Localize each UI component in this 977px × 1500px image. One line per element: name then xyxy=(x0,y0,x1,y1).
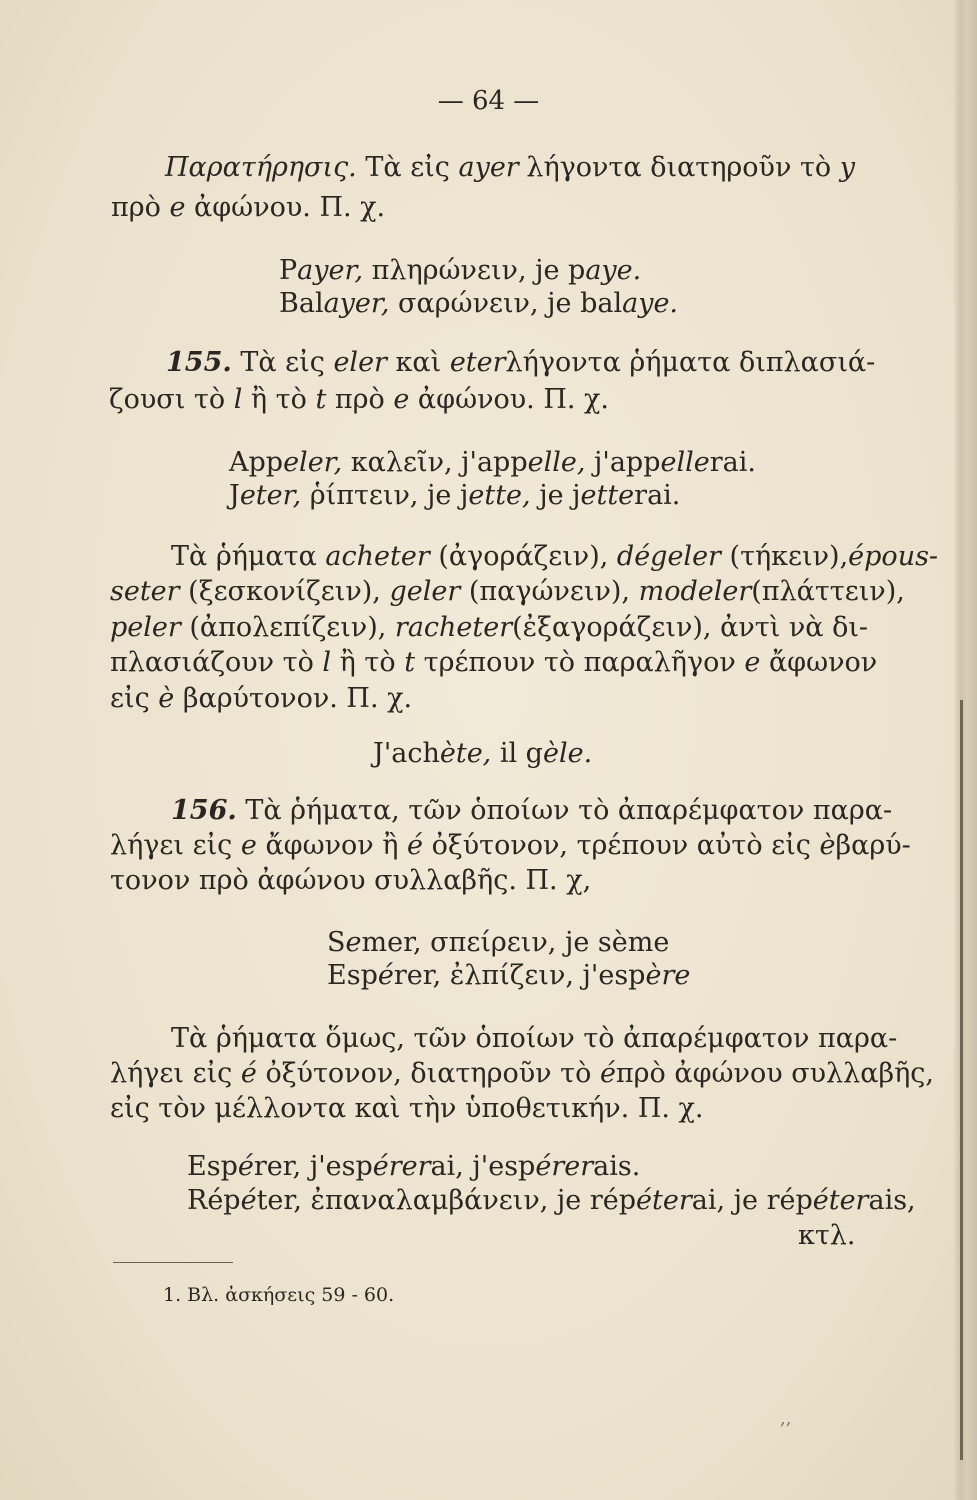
example-appeler: Appeler, καλεῖν, j'appelle, j'appellerai. xyxy=(229,447,756,478)
footnote-rule xyxy=(113,1262,233,1263)
observation-line-2: πρὸ e ἀφώνου. Π. χ. xyxy=(111,192,386,223)
future-line-2: λήγει εἰς é ὀξύτονον, διατηροῦν τὸ é πρὸ ἀφώνου συλλαβῆς, xyxy=(110,1058,934,1089)
page-edge xyxy=(953,0,977,1500)
example-payer: Payer, πληρώνειν, je paye. xyxy=(279,255,642,286)
section-156-line-2: λήγει εἰς e ἄφωνον ἢ é ὀξύτονον, τρέπουν αὐτὸ εἰς è βαρύ- xyxy=(110,830,911,861)
verbs-line-3: peler (ἀπολεπίζειν), racheter (ἐξαγοράζειν), ἀντὶ νὰ δι- xyxy=(110,612,869,643)
example-jeter: Jeter, ῥίπτειν, je jette, je jetterai. xyxy=(229,480,681,511)
section-156-line-3: τονον πρὸ ἀφώνου συλλαβῆς. Π. χ, xyxy=(110,865,592,896)
binding-line xyxy=(960,700,963,1460)
future-line-1: Τὰ ῥήματα ὅμως, τῶν ὁποίων τὸ ἀπαρέμφατον παρα- xyxy=(171,1023,898,1054)
example-esperer: Espérer, ἐλπίζειν, j'espère xyxy=(327,960,691,991)
example-achete: J'achète, il gèle. xyxy=(373,738,593,769)
example-ktl: κτλ. xyxy=(798,1220,856,1251)
section-155-line-2: ζουσι τὸ l ἢ τὸ t πρὸ e ἀφώνου. Π. χ. xyxy=(109,384,609,415)
section-155-line-1: 155. Τὰ εἰς eler καὶ eter λήγοντα ῥήματα διπλασιά- xyxy=(166,347,876,378)
footnote: 1. Βλ. ἀσκήσεις 59 - 60. xyxy=(163,1284,395,1306)
verbs-line-5: εἰς è βαρύτονον. Π. χ. xyxy=(110,683,413,714)
section-number-155: 155. xyxy=(166,347,232,378)
verbs-line-2: seter (ξεσκονίζειν), geler (παγώνειν), modeler (πλάττειν), xyxy=(110,576,905,607)
verbs-line-4: πλασιάζουν τὸ l ἢ τὸ t τρέπουν τὸ παραλῆγον e ἄφωνον xyxy=(110,647,878,678)
example-repeter: Répéter, ἐπαναλαμβάνειν, je répéter ai, je répéterais, xyxy=(187,1185,916,1216)
observation-line-1: Παρατήρησις. Τὰ εἰς ayer λήγοντα διατηροῦν τὸ y xyxy=(165,152,855,183)
example-semer: Semer, σπείρειν, je sème xyxy=(327,927,670,958)
verbs-line-1: Τὰ ῥήματα acheter (ἀγοράζειν), dégeler (τήκειν), épous- xyxy=(171,541,939,572)
stray-mark: ,, xyxy=(780,1408,792,1429)
section-156-line-1: 156. Τὰ ῥήματα, τῶν ὁποίων τὸ ἀπαρέμφατον παρα- xyxy=(171,795,893,826)
example-balayer: Balayer, σαρώνειν, je balaye. xyxy=(279,288,679,319)
example-esperer-future: Espérer, j'espérerai, j'espérerais. xyxy=(187,1151,641,1182)
future-line-3: εἰς τὸν μέλλοντα καὶ τὴν ὑποθετικήν. Π. χ. xyxy=(110,1093,704,1124)
section-number-156: 156. xyxy=(171,795,237,826)
page-number: — 64 — xyxy=(437,86,540,116)
observation-heading: Παρατήρησις. xyxy=(165,152,357,183)
